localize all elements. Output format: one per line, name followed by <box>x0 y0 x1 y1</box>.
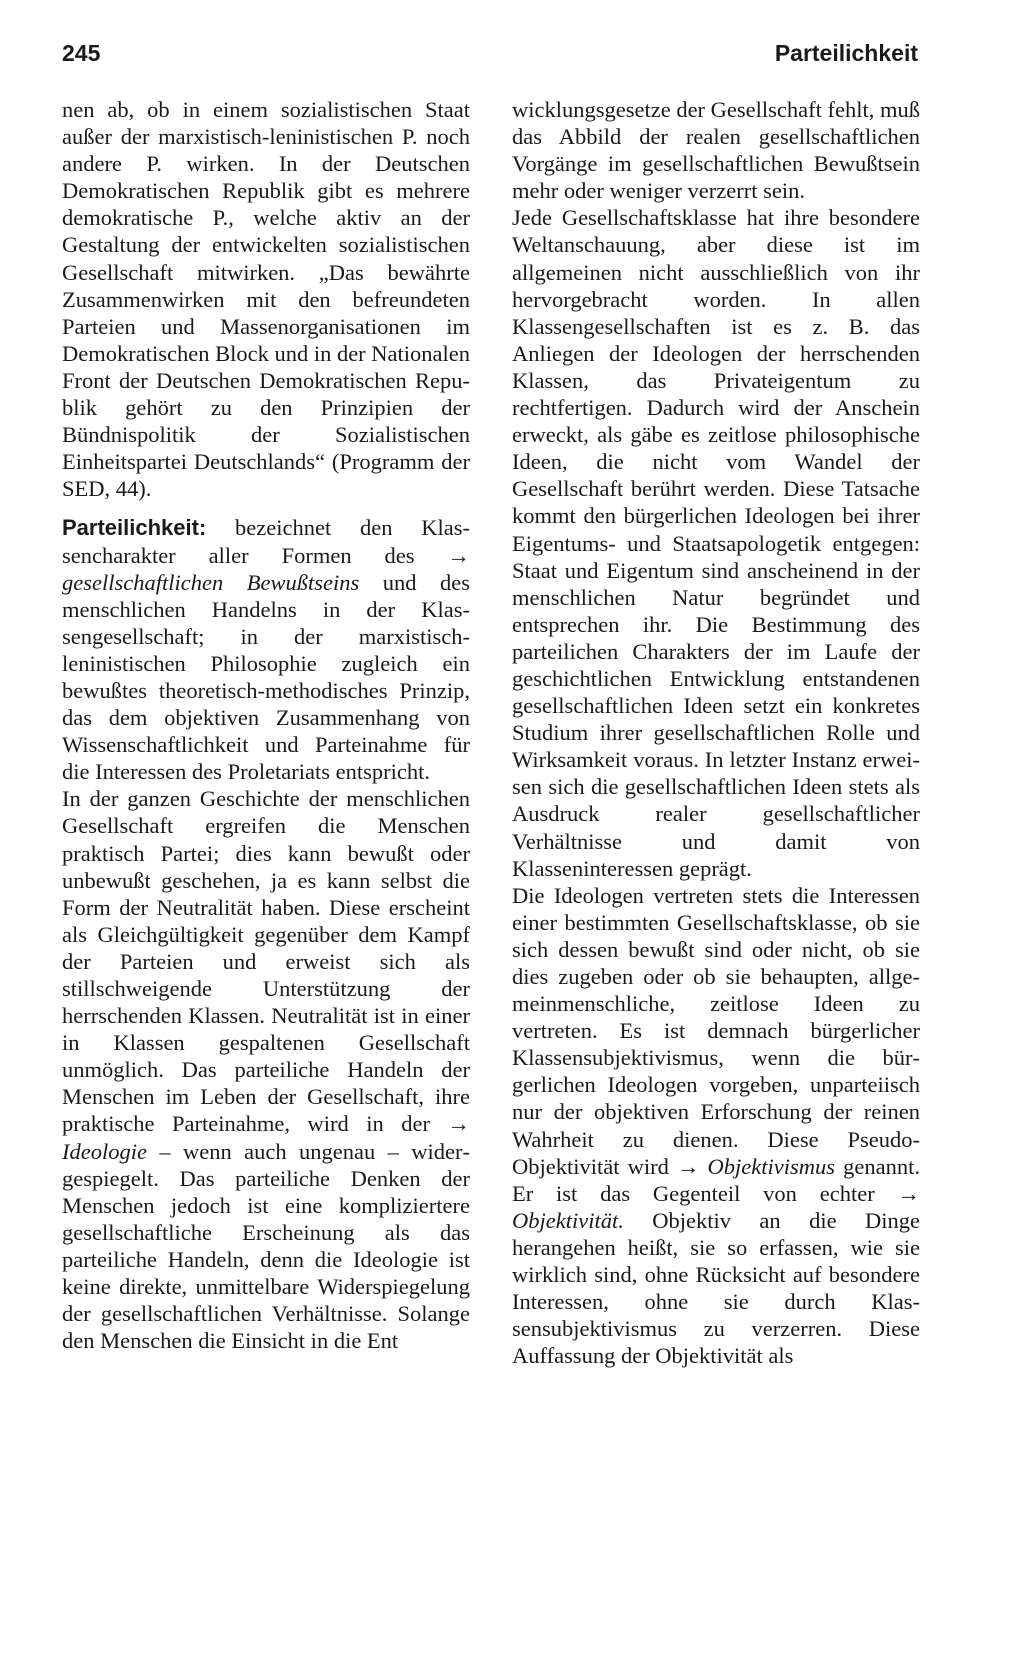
text-run: Objektiv an die Dinge herangehen heißt, sie so erfassen, wie sie wirklich sind, ohne Rücksicht auf besondere Interessen, ohne sie durch Klassensubjektivismus zu verzerren. Diese Auffassung der Objektivität als <box>512 1207 920 1369</box>
dictionary-entry-paragraph <box>62 514 470 785</box>
paragraph <box>512 882 920 1370</box>
paragraph <box>62 785 470 1354</box>
paragraph-continuation: nen ab, ob in einem sozialistischen Staat außer der marxistisch-leninistischen P. noch andere P. wirken. In der Deutschen Demokratischen Republik gibt es mehrere demokratische P., welche aktiv an der Gestaltung der entwickelten sozialistischen Gesellschaft mitwirken. „Das bewährte Zusammenwirken mit den befreundeten Parteien und Massenorganisationen im Demokratischen Block und in der Nationalen Front der Deutschen Demokratischen Republik gehört zu den Prinzipien der Bündnispolitik der Sozialistischen Einheitspartei Deutschlands“ (Programm der SED, 44). <box>62 97 471 502</box>
text-run: In der ganzen Geschichte der menschlichen Gesellschaft ergreifen die Menschen praktisch Partei; dies kann bewußt oder unbewußt geschehen, ja es kann selbst die Form der Neutralität haben. Diese erscheint als Gleichgültigkeit gegenüber dem Kampf der Parteien und erweist sich als stillschweigende Unterstützung der herrschenden Klassen. Neutralität ist in einer in Klassen gespaltenen Gesellschaft unmöglich. Das parteiliche Handeln der Menschen im Leben der Gesellschaft, ihre praktische Parteinahme, wird in der <box>62 786 470 1137</box>
running-head: Parteilichkeit <box>774 40 918 66</box>
cross-reference-link[interactable]: Objektivität. <box>512 1207 624 1233</box>
left-column <box>62 96 470 1354</box>
cross-reference-arrow: → <box>447 542 470 568</box>
cross-reference-link[interactable]: Ideologie <box>62 1138 147 1164</box>
right-column <box>512 96 920 1369</box>
entry-term: Parteilichkeit: <box>62 515 207 541</box>
text-run: genannt. Er ist das Gegenteil von echter <box>512 1153 920 1206</box>
page-header <box>62 40 918 74</box>
paragraph-continuation: wicklungsgesetze der Gesellschaft fehlt, muß das Abbild der realen gesellschaftlichen Vorgänge im gesellschaftlichen Bewußtsein mehr oder weniger verzerrt sein. <box>512 97 920 204</box>
text-run: und des menschlichen Handelns in der Klassengesellschaft; in der marxistisch-leninistischen Philosophie zugleich ein bewußtes theoretisch-methodisches Prinzip, das dem objektiven Zusammenhang von Wissenschaftlichkeit und Parteinahme für die Interessen des Proletariats entspricht. <box>62 569 470 785</box>
page-number: 245 <box>62 40 101 66</box>
cross-reference-arrow: → <box>676 1153 700 1179</box>
cross-reference-arrow: → <box>447 1111 470 1137</box>
text-run: Die Ideologen vertreten stets die Interessen einer bestimmten Gesellschaftsklasse, ob sie sich dessen bewußt sind oder nicht, ob sie dies zugeben oder ob sie behaupten, allgemeinmenschliche, zeitlose Ideen zu vertreten. Es ist demnach bürgerlicher Klassensubjektivismus, wenn die bürgerlichen Ideologen vorgeben, unparteiisch nur der objektiven Erforschung der reinen Wahrheit zu dienen. Diese Pseudo-Objektivität wird <box>512 882 920 1179</box>
text-run: – wenn auch ungenau – widergespiegelt. Das parteiliche Denken der Menschen jedoch ist eine kompliziertere gesellschaftliche Erscheinung als das parteiliche Handeln, denn die Ideologie ist keine direkte, unmittelbare Widerspiegelung der gesellschaftlichen Verhältnisse. Solange den Menschen die Einsicht in die Ent <box>62 1138 470 1354</box>
cross-reference-link[interactable]: gesellschaftlichen Bewußtseins <box>62 569 360 595</box>
paragraph: Jede Gesellschaftsklasse hat ihre besondere Weltanschauung, aber diese ist im allgemeinen nicht ausschließlich von ihr hervorgebracht worden. In allen Klassengesellschaften ist es z. B. das Anliegen der Ideologen der herrschenden Klassen, das Privateigentum zu rechtfertigen. Dadurch wird der Anschein erweckt, als gäbe es zeitlose philosophische Ideen, die nicht vom Wandel der Gesellschaft berührt werden. Diese Tatsache kommt den bürgerlichen Ideologen bei ihrer Eigentums- und Staatsapologetik entgegen: Staat und Eigentum sind anscheinend in der menschlichen Natur begründet und entsprechen ihr. Die Bestimmung des parteilichen Charakters der im Laufe der geschichtlichen Entwicklung entstandenen gesellschaftlichen Ideen setzt ein konkretes Studium ihrer gesellschaftlichen Rolle und Wirksamkeit voraus. In letzter Instanz erweisen sich die gesellschaftlichen Ideen stets als Ausdruck realer gesellschaftlicher Verhältnisse und damit von Klasseninteressen geprägt. <box>512 205 920 881</box>
text-run: bezeichnet den Klassencharakter aller Formen des <box>62 515 470 568</box>
cross-reference-arrow: → <box>897 1180 920 1206</box>
cross-reference-link[interactable]: Objektivismus <box>699 1153 836 1179</box>
